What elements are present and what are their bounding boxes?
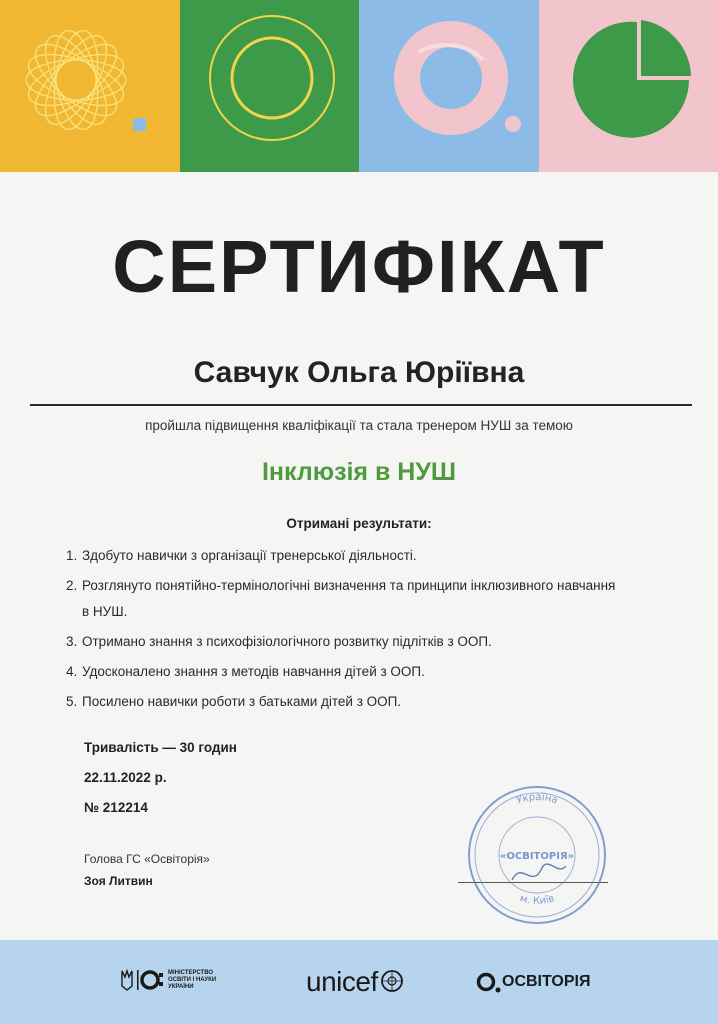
banner-tile-pink — [539, 0, 718, 172]
brush-circle-icon — [359, 0, 539, 172]
list-item-number: 4. — [66, 664, 78, 679]
ministry-logo — [118, 968, 228, 992]
banner-tile-blue — [359, 0, 539, 172]
osvitoria-emblem-icon — [476, 970, 502, 994]
course-topic: Інклюзія в НУШ — [261, 458, 457, 486]
list-item-text: Посилено навички роботи з батьками дітей з ООП. — [82, 694, 402, 709]
stamp-bottom-text: м. Київ — [518, 893, 556, 907]
osvitoria-wordmark: ОСВІТОРІЯ — [502, 973, 591, 990]
results-heading: Отримані результати: — [286, 516, 432, 531]
certificate-number: № 212214 — [84, 800, 148, 815]
list-item — [66, 629, 686, 655]
unicef-logo — [306, 966, 404, 998]
banner-tile-green — [180, 0, 360, 172]
results-list — [66, 543, 686, 719]
signatory-name: Зоя Литвин — [84, 874, 153, 888]
list-item — [66, 543, 686, 569]
list-item-number: 2. — [66, 578, 78, 593]
unicef-emblem-icon — [380, 969, 404, 993]
concentric-circles-icon — [180, 0, 360, 172]
duration: Тривалість — 30 годин — [84, 740, 237, 755]
list-item-number: 3. — [66, 634, 78, 649]
list-item-text: Удосконалено знання з методів навчання дітей з ООП. — [82, 664, 425, 679]
issue-date: 22.11.2022 р. — [84, 770, 167, 785]
svg-text:м. Київ — [518, 893, 555, 907]
pie-shape-icon — [539, 0, 718, 172]
list-item-text: Отримано знання з психофізіологічного розвитку підлітків з ООП. — [82, 634, 492, 649]
certificate-subtitle: пройшла підвищення кваліфікації та стала тренером НУШ за темою — [145, 418, 573, 433]
list-item-number: 5. — [66, 694, 78, 709]
stamp-center-text: «ОСВІТОРІЯ» — [499, 851, 575, 862]
list-item-number: 1. — [66, 548, 78, 563]
list-item-text: Розглянуто понятійно-термінологічні визначення та принципи інклюзивного навчання в НУШ. — [82, 578, 616, 619]
signature-scribble — [512, 864, 566, 880]
signatory-role: Голова ГС «Освіторія» — [84, 852, 210, 866]
list-item-text: Здобуто навички з організації тренерської діяльності. — [82, 548, 417, 563]
list-item — [66, 689, 686, 715]
banner-tile-yellow — [0, 0, 180, 172]
ministry-emblem-icon — [118, 968, 164, 992]
recipient-name: Савчук Ольга Юріївна — [193, 356, 525, 389]
list-item — [66, 659, 686, 685]
list-item — [66, 573, 686, 625]
osvitoria-logo — [476, 970, 590, 994]
spirograph-icon — [0, 0, 180, 172]
stamp-top-text: Україна — [514, 791, 560, 807]
header-banner — [0, 0, 718, 172]
divider — [30, 404, 692, 406]
unicef-wordmark: unicef — [306, 966, 378, 997]
certificate-title: СЕРТИФІКАТ — [112, 225, 606, 308]
ministry-name: МІНІСТЕРСТВО ОСВІТИ І НАУКИ УКРАЇНИ — [168, 969, 217, 990]
stamp-seal — [462, 780, 612, 930]
svg-text:Україна — [515, 792, 559, 806]
